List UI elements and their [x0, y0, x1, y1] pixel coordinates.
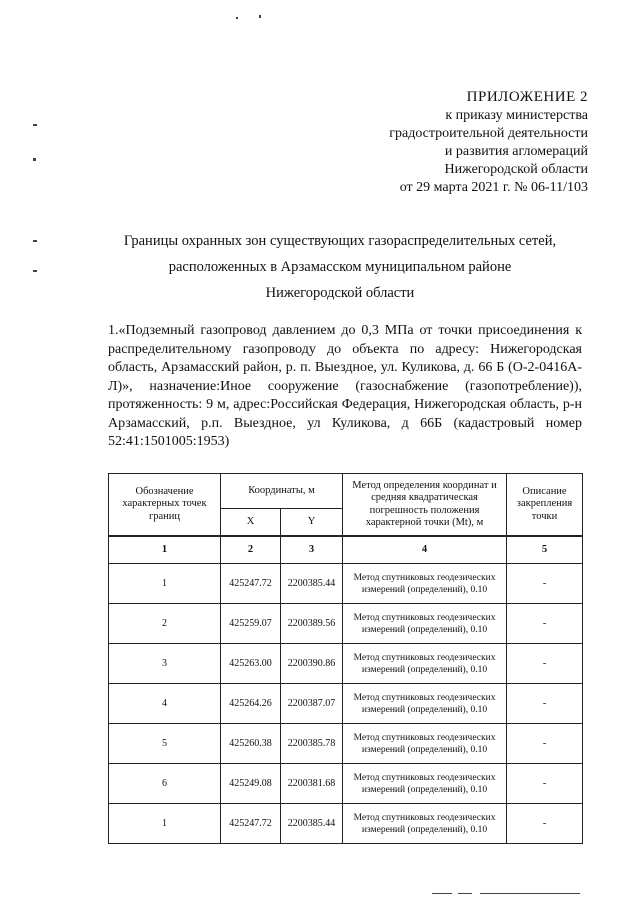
cell-description: -	[507, 804, 583, 844]
cell-method: Метод спутниковых геодезических измерений (определений), 0.10	[343, 644, 507, 684]
cell-description: -	[507, 564, 583, 604]
cell-method: Метод спутниковых геодезических измерений (определений), 0.10	[343, 764, 507, 804]
cell-description: -	[507, 764, 583, 804]
cell-point: 3	[109, 644, 221, 684]
cell-point: 2	[109, 604, 221, 644]
cell-x: 425260.38	[221, 724, 281, 764]
table-row	[109, 604, 583, 644]
cell-y: 2200389.56	[281, 604, 343, 644]
header-method: Метод определения координат и средняя квадратическая погрешность положения характерной точки (Mt), м	[343, 474, 507, 537]
scan-mark	[259, 15, 261, 18]
table-row	[109, 764, 583, 804]
column-number: 1	[109, 536, 221, 564]
cell-point: 5	[109, 724, 221, 764]
cell-x: 425259.07	[221, 604, 281, 644]
appendix-header	[389, 88, 588, 197]
cell-y: 2200390.86	[281, 644, 343, 684]
appendix-title: ПРИЛОЖЕНИЕ 2	[466, 89, 588, 105]
cell-x: 425264.26	[221, 684, 281, 724]
header-line: от 29 марта 2021 г. № 06-11/103	[399, 180, 588, 195]
table-row	[109, 804, 583, 844]
scan-mark	[480, 893, 580, 894]
title-line: Нижегородской области	[265, 285, 415, 301]
coordinates-table	[108, 473, 583, 844]
column-number: 2	[221, 536, 281, 564]
cell-y: 2200385.44	[281, 564, 343, 604]
cell-description: -	[507, 644, 583, 684]
cell-method: Метод спутниковых геодезических измерений (определений), 0.10	[343, 804, 507, 844]
object-description: 1.«Подземный газопровод давлением до 0,3 МПа от точки присоединения к распределительному газопроводу до объекта по адресу: Нижегородская область, Арзамасский район, р. п. Выездное, ул. Куликова, д. 66 Б (О-2-0416А-Л)», назначение:Иное сооружение (газоснабжение (газопотребление)), протяженность: 9 м, адрес:Российская Федерация, Нижегородская область, р-н Арзамасский, р.п. Выездное, ул Куликова, д 66Б (кадастровый номер 52:41:1501005:1953)	[108, 323, 582, 449]
title-line: расположенных в Арзамасском муниципальном районе	[168, 259, 512, 275]
cell-x: 425247.72	[221, 564, 281, 604]
cell-x: 425247.72	[221, 804, 281, 844]
cell-description: -	[507, 724, 583, 764]
header-y: Y	[281, 509, 343, 537]
cell-method: Метод спутниковых геодезических измерений (определений), 0.10	[343, 684, 507, 724]
cell-x: 425249.08	[221, 764, 281, 804]
cell-point: 1	[109, 804, 221, 844]
header-point: Обозначение характерных точек границ	[109, 474, 221, 537]
scan-mark	[236, 17, 238, 19]
cell-y: 2200387.07	[281, 684, 343, 724]
column-number: 4	[343, 536, 507, 564]
cell-method: Метод спутниковых геодезических измерений (определений), 0.10	[343, 724, 507, 764]
column-number: 3	[281, 536, 343, 564]
header-line: градостроительной деятельности	[389, 126, 588, 141]
scan-mark	[33, 124, 37, 126]
cell-point: 1	[109, 564, 221, 604]
cell-point: 6	[109, 764, 221, 804]
cell-y: 2200381.68	[281, 764, 343, 804]
cell-point: 4	[109, 684, 221, 724]
cell-y: 2200385.78	[281, 724, 343, 764]
table-row	[109, 684, 583, 724]
cell-description: -	[507, 684, 583, 724]
header-coordinates: Координаты, м	[221, 474, 343, 509]
table-row	[109, 644, 583, 684]
header-x: X	[221, 509, 281, 537]
scan-mark	[458, 893, 472, 894]
scan-mark	[33, 240, 37, 242]
title-line: Границы охранных зон существующих газораспределительных сетей,	[123, 233, 557, 249]
scan-mark	[33, 270, 37, 272]
cell-description: -	[507, 604, 583, 644]
header-description: Описание закрепления точки	[507, 474, 583, 537]
cell-y: 2200385.44	[281, 804, 343, 844]
document-title	[60, 228, 620, 306]
cell-x: 425263.00	[221, 644, 281, 684]
cell-method: Метод спутниковых геодезических измерений (определений), 0.10	[343, 564, 507, 604]
column-number: 5	[507, 536, 583, 564]
header-line: и развития агломераций	[444, 144, 588, 159]
table-row	[109, 724, 583, 764]
cell-method: Метод спутниковых геодезических измерений (определений), 0.10	[343, 604, 507, 644]
scan-mark	[33, 158, 36, 161]
header-line: к приказу министерства	[445, 108, 588, 123]
table-row	[109, 564, 583, 604]
scan-mark	[432, 893, 452, 894]
header-line: Нижегородской области	[444, 162, 588, 177]
